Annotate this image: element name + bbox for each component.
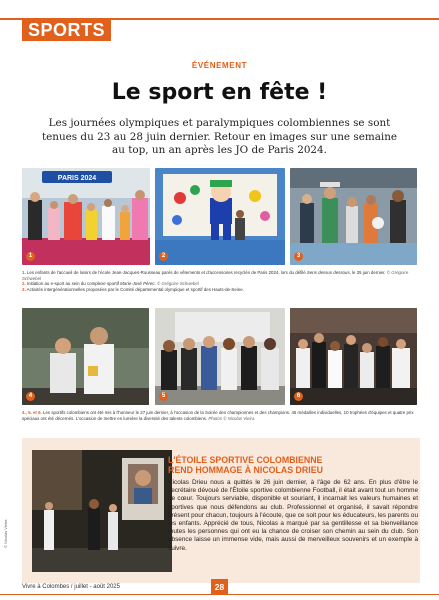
photo-esport — [155, 168, 285, 265]
caption-top — [22, 270, 422, 292]
caption-line: 3. Activités intergénérationnelles proposées par le Comité départemental olympique et sportif des Hauts-de-Seine. — [22, 286, 244, 292]
tribute-photo-credit: © Nicolas Vieira — [3, 519, 8, 548]
tribute-image — [32, 450, 172, 572]
photo-intergenerational — [290, 168, 417, 265]
young-athletes-image — [22, 308, 149, 405]
caption-line: 2. Initiation au e-sport au sein du complexe sportif Marie-José Pérec. © Grégoire Schwebel — [22, 281, 199, 287]
esport-image — [155, 168, 285, 265]
tribute-photo — [32, 450, 172, 572]
photo-number: 4 — [26, 392, 35, 401]
tribute-title-line: L'ÉTOILE SPORTIVE COLOMBIENNE — [168, 455, 323, 465]
article-kicker: ÉVÉNEMENT — [191, 61, 248, 70]
article-lead: Les journées olympiques et paralympiques colombiennes se sont tenues du 23 au 28 juin dernier. Retour en images sur une semaine au top, un an après les JO de Paris 2024. — [41, 117, 398, 156]
gym-image — [290, 168, 417, 265]
photo-young-athletes — [22, 308, 149, 405]
tribute-body: Nicolas Drieu nous a quittés le 26 juin dernier, à l'âge de 62 ans. En plus d'être le secrétaire dévoué de l'Étoile sportive colombienne Football, il était avant tout un homme de cœur. Toujours serviable, disponible et souriant, il incarnait les valeurs humaines et sportives que nous défendons au club. Professionnel et organisé, il savait répondre présent pour chacun, toujours à l'écoute, que ce soit pour les éducateurs, les parents ou les enfants. Apprécié de tous, Nicolas a marqué par sa gentillesse et sa bienveillance toutes les personnes qui ont eu la chance de croiser son chemin au sein du club. Son absence laisse un immense vide, mais aussi de merveilleux souvenirs et un exemple à suivre. — [168, 479, 418, 552]
champions-stage-image — [290, 308, 417, 405]
article-headline: Le sport en fête ! — [111, 80, 328, 105]
tribute-title — [168, 455, 418, 475]
caption-line: 1. Les enfants de l'accueil de loisirs de l'école Jean-Jacques-Rousseau parés de vêtements et d'accessoires recyclés de Paris 2024, lors du défilé Sens dessus dessous, le 25 juin dernier. © Grégoire Schwebel — [22, 270, 409, 281]
photo-number: 3 — [294, 252, 303, 261]
photo-champions-group — [155, 308, 285, 405]
photo-number: 1 — [26, 252, 35, 261]
photo-number: 2 — [159, 252, 168, 261]
photo-champions-stage — [290, 308, 417, 405]
tribute-title-line: REND HOMMAGE À NICOLAS DRIEU — [168, 465, 323, 475]
issue-date: juillet - août 2025 — [74, 584, 120, 590]
caption-mid: 4., 5. et 6. Les sportifs colombiens ont été mis à l'honneur le 27 juin dernier, à l'occasion de la Soirée des championnes et des champions. 45 médailles individuelles, 10 trophées d'équipes et quatre prix spéciaux ont été décernés. L'occasion de mettre en lumière la diversité des talents colombiens. Photos © Nicolas Vieira — [22, 410, 414, 421]
parade-image — [22, 168, 150, 265]
page-number: 28 — [211, 579, 228, 595]
paris-2024-sign: PARIS 2024 — [57, 175, 97, 182]
photo-parade — [22, 168, 150, 265]
photo-number: 6 — [294, 392, 303, 401]
photo-number: 5 — [159, 392, 168, 401]
magazine-name: Vivre à Colombes — [22, 584, 70, 590]
champions-group-image — [155, 308, 285, 405]
footer-publication: Vivre à Colombes / juillet - août 2025 — [22, 584, 120, 590]
section-tag: SPORTS — [22, 20, 111, 41]
